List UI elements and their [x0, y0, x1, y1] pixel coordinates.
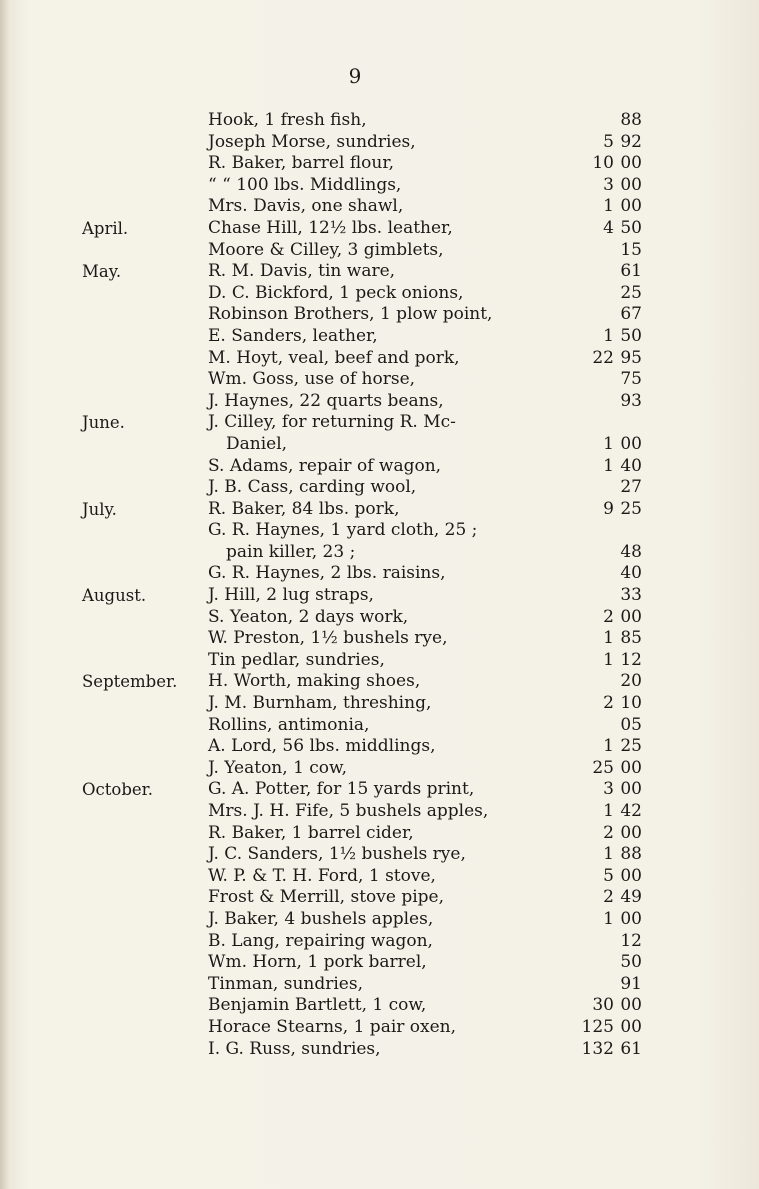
- entry-description: J. M. Burnham, threshing,: [208, 693, 432, 714]
- entry-description: W. Preston, 1½ bushels rye,: [208, 628, 448, 649]
- entry-cents: 00: [620, 995, 642, 1016]
- entry-description: Daniel,: [226, 433, 288, 454]
- entry-cents: 00: [620, 606, 642, 627]
- ledger-row: [82, 736, 642, 758]
- entry-description: G. A. Potter, for 15 yards print,: [208, 779, 475, 800]
- ledger-row: [82, 348, 642, 370]
- page-spine-shadow: [0, 0, 10, 1189]
- entry-cents: 61: [620, 261, 642, 282]
- ledger-entries: [82, 110, 642, 1060]
- ledger-row: [82, 499, 642, 521]
- ledger-row: [82, 1039, 642, 1061]
- entry-description: pain killer, 23 ;: [226, 541, 356, 562]
- entry-description: Tinman, sundries,: [208, 973, 363, 994]
- entry-description: J. Yeaton, 1 cow,: [208, 757, 347, 778]
- entry-cents: 00: [620, 196, 642, 217]
- entry-dollars: 1: [603, 455, 614, 476]
- ledger-row: [82, 326, 642, 348]
- entry-description: R. Baker, 1 barrel cider,: [208, 822, 414, 843]
- entry-description: J. B. Cass, carding wool,: [208, 477, 417, 498]
- entry-cents: 15: [620, 239, 642, 260]
- ledger-row: [82, 563, 642, 585]
- entry-description: R. Baker, 84 lbs. pork,: [208, 498, 400, 519]
- entry-dollars: 1: [603, 433, 614, 454]
- entry-description: Frost & Merrill, stove pipe,: [208, 887, 445, 908]
- entry-cents: 00: [620, 757, 642, 778]
- entry-cents: 00: [620, 908, 642, 929]
- entry-dollars: 3: [603, 779, 614, 800]
- entry-cents: 61: [620, 1038, 642, 1059]
- entry-description: Tin pedlar, sundries,: [208, 649, 385, 670]
- ledger-row: [82, 844, 642, 866]
- entry-cents: 88: [620, 110, 642, 130]
- ledger-row: [82, 607, 642, 629]
- entry-cents: 05: [620, 714, 642, 735]
- entry-description: Hook, 1 fresh fish,: [208, 110, 367, 130]
- ledger-row: [82, 909, 642, 931]
- ledger-row: [82, 974, 642, 996]
- entry-description: Mrs. J. H. Fife, 5 bushels apples,: [208, 801, 489, 821]
- ledger-row: [82, 801, 642, 823]
- ledger-row: [82, 758, 642, 780]
- entry-description: J. C. Sanders, 1½ bushels rye,: [208, 844, 466, 865]
- ledger-row: [82, 650, 642, 672]
- entry-cents: 00: [620, 174, 642, 195]
- entry-dollars: 2: [603, 693, 614, 714]
- entry-dollars: 25: [592, 757, 614, 778]
- entry-cents: 12: [620, 649, 642, 670]
- entry-description: Wm. Horn, 1 pork barrel,: [208, 952, 427, 973]
- entry-cents: 93: [620, 390, 642, 411]
- ledger-row: [82, 196, 642, 218]
- entry-dollars: 2: [603, 606, 614, 627]
- ledger-row: [82, 110, 642, 132]
- ledger-row: [82, 456, 642, 478]
- ledger-row: [82, 715, 642, 737]
- entry-cents: 50: [620, 217, 642, 238]
- entry-month: May.: [82, 262, 122, 282]
- ledger-row: [82, 153, 642, 175]
- entry-description: Rollins, antimonia,: [208, 714, 370, 735]
- entry-cents: 27: [620, 477, 642, 498]
- entry-description: J. Baker, 4 bushels apples,: [208, 908, 434, 929]
- entry-description: Joseph Morse, sundries,: [208, 131, 416, 152]
- ledger-row: [82, 132, 642, 154]
- entry-dollars: 1: [603, 801, 614, 821]
- entry-description: “ “ 100 lbs. Middlings,: [208, 174, 402, 195]
- entry-description: H. Worth, making shoes,: [208, 671, 421, 692]
- entry-description: I. G. Russ, sundries,: [208, 1038, 381, 1059]
- entry-cents: 10: [620, 693, 642, 714]
- ledger-row: [82, 175, 642, 197]
- entry-description: S. Yeaton, 2 days work,: [208, 606, 409, 627]
- entry-dollars: 5: [603, 131, 614, 152]
- ledger-row: [82, 218, 642, 240]
- entry-dollars: 1: [603, 196, 614, 217]
- entry-month: July.: [82, 499, 117, 519]
- entry-description: G. R. Haynes, 1 yard cloth, 25 ;: [208, 520, 478, 541]
- entry-dollars: 5: [603, 865, 614, 886]
- entry-month: August.: [82, 586, 147, 606]
- entry-cents: 92: [620, 131, 642, 152]
- ledger-row: [82, 693, 642, 715]
- ledger-row: [82, 931, 642, 953]
- entry-description: Mrs. Davis, one shawl,: [208, 196, 404, 217]
- entry-description: E. Sanders, leather,: [208, 325, 378, 346]
- ledger-row: [82, 823, 642, 845]
- entry-description: D. C. Bickford, 1 peck onions,: [208, 282, 464, 303]
- entry-description: M. Hoyt, veal, beef and pork,: [208, 347, 460, 368]
- ledger-row: [82, 283, 642, 305]
- entry-dollars: 10: [592, 153, 614, 174]
- ledger-row: [82, 628, 642, 650]
- ledger-row: [82, 412, 642, 434]
- entry-cents: 00: [620, 865, 642, 886]
- entry-description: Robinson Brothers, 1 plow point,: [208, 304, 493, 325]
- entry-cents: 91: [620, 973, 642, 994]
- ledger-row: [82, 887, 642, 909]
- ledger-row: [82, 520, 642, 542]
- entry-description: R. M. Davis, tin ware,: [208, 261, 396, 282]
- entry-dollars: 125: [581, 1016, 614, 1037]
- entry-dollars: 1: [603, 325, 614, 346]
- entry-description: J. Hill, 2 lug straps,: [208, 585, 374, 606]
- entry-description: W. P. & T. H. Ford, 1 stove,: [208, 865, 436, 886]
- entry-description: G. R. Haynes, 2 lbs. raisins,: [208, 563, 446, 584]
- entry-cents: 40: [620, 563, 642, 584]
- entry-description: Chase Hill, 12½ lbs. leather,: [208, 217, 453, 238]
- ledger-row: [82, 585, 642, 607]
- entry-cents: 88: [620, 844, 642, 865]
- entry-dollars: 9: [603, 498, 614, 519]
- entry-cents: 00: [620, 822, 642, 843]
- entry-cents: 67: [620, 304, 642, 325]
- entry-description: Moore & Cilley, 3 gimblets,: [208, 239, 444, 260]
- ledger-row: [82, 369, 642, 391]
- entry-dollars: 3: [603, 174, 614, 195]
- ledger-row: [82, 391, 642, 413]
- entry-dollars: 2: [603, 887, 614, 908]
- entry-cents: 20: [620, 671, 642, 692]
- entry-description: J. Haynes, 22 quarts beans,: [208, 390, 444, 411]
- entry-dollars: 22: [592, 347, 614, 368]
- entry-cents: 00: [620, 1016, 642, 1037]
- entry-cents: 00: [620, 153, 642, 174]
- entry-month: September.: [82, 672, 178, 692]
- entry-description: J. Cilley, for returning R. Mc-: [208, 412, 456, 433]
- entry-cents: 40: [620, 455, 642, 476]
- entry-description: Wm. Goss, use of horse,: [208, 369, 416, 390]
- entry-dollars: 1: [603, 628, 614, 649]
- entry-dollars: 132: [581, 1038, 614, 1059]
- ledger-row: [82, 995, 642, 1017]
- entry-cents: 33: [620, 585, 642, 606]
- entry-description: S. Adams, repair of wagon,: [208, 455, 442, 476]
- entry-description: R. Baker, barrel flour,: [208, 153, 395, 174]
- entry-dollars: 1: [603, 736, 614, 757]
- entry-dollars: 2: [603, 822, 614, 843]
- entry-description: A. Lord, 56 lbs. middlings,: [208, 736, 436, 757]
- entry-dollars: 1: [603, 649, 614, 670]
- ledger-row: [82, 866, 642, 888]
- entry-month: June.: [82, 413, 125, 433]
- ledger-row: [82, 477, 642, 499]
- ledger-row: [82, 671, 642, 693]
- entry-month: April.: [82, 218, 129, 238]
- ledger-row: [82, 1017, 642, 1039]
- entry-dollars: 30: [592, 995, 614, 1016]
- entry-cents: 50: [620, 325, 642, 346]
- entry-cents: 00: [620, 433, 642, 454]
- entry-cents: 25: [620, 282, 642, 303]
- entry-cents: 42: [620, 801, 642, 821]
- entry-cents: 00: [620, 779, 642, 800]
- page-number: 9: [348, 64, 362, 88]
- ledger-row: [82, 240, 642, 262]
- entry-description: Horace Stearns, 1 pair oxen,: [208, 1016, 457, 1037]
- entry-cents: 25: [620, 498, 642, 519]
- ledger-row: [82, 434, 642, 456]
- entry-dollars: 4: [603, 217, 614, 238]
- ledger-row: [82, 779, 642, 801]
- entry-month: October.: [82, 780, 153, 800]
- ledger-row: [82, 542, 642, 564]
- ledger-row: [82, 952, 642, 974]
- ledger-row: [82, 304, 642, 326]
- ledger-row: [82, 261, 642, 283]
- entry-cents: 25: [620, 736, 642, 757]
- entry-cents: 50: [620, 952, 642, 973]
- entry-cents: 49: [620, 887, 642, 908]
- entry-dollars: 1: [603, 844, 614, 865]
- entry-description: Benjamin Bartlett, 1 cow,: [208, 995, 427, 1016]
- entry-dollars: 1: [603, 908, 614, 929]
- entry-cents: 95: [620, 347, 642, 368]
- entry-cents: 75: [620, 369, 642, 390]
- entry-cents: 48: [620, 541, 642, 562]
- entry-cents: 12: [620, 930, 642, 951]
- entry-cents: 85: [620, 628, 642, 649]
- entry-description: B. Lang, repairing wagon,: [208, 930, 433, 951]
